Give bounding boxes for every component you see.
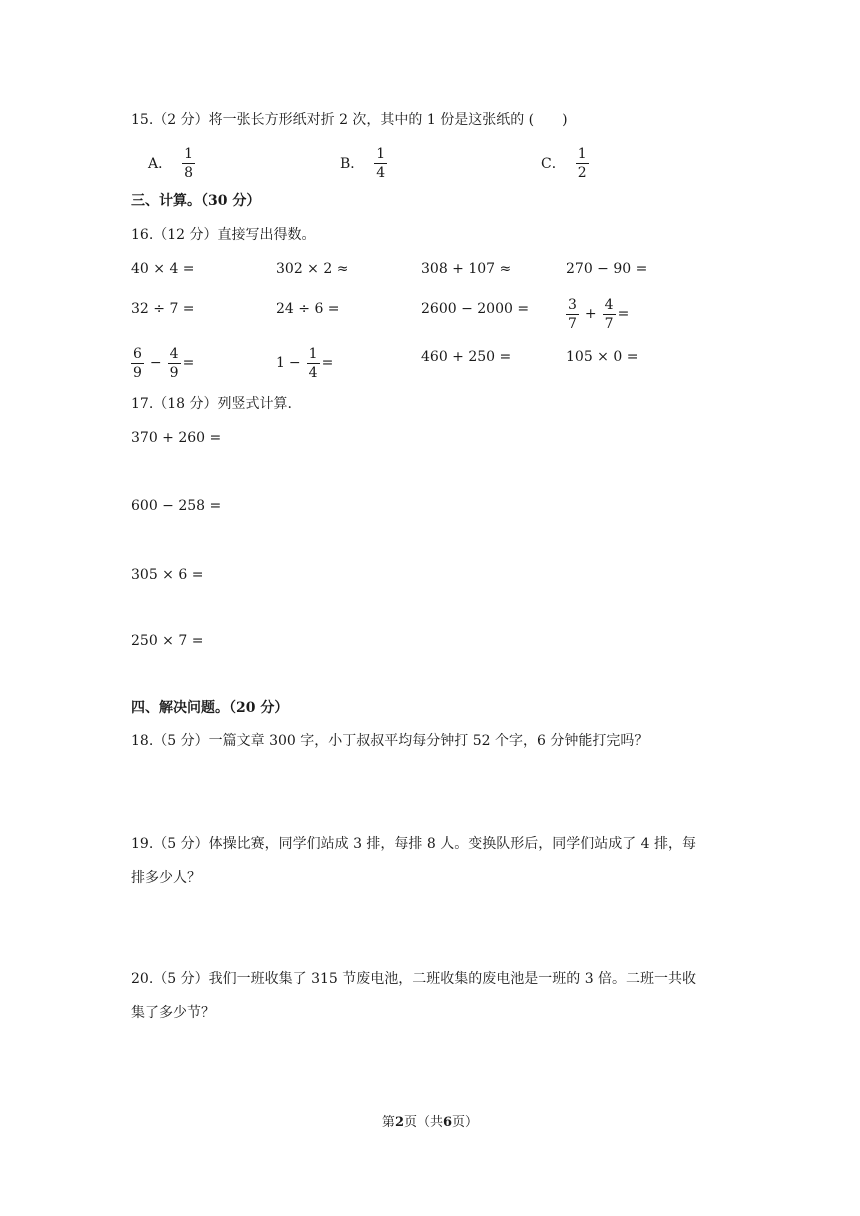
numerator: 1 [308,345,318,362]
q20-text-line2: 集了多少节？ [131,1005,215,1021]
page-number: 2 [394,1115,404,1130]
numerator: 1 [184,145,194,162]
vertical-calc-item: 250 × 7 = [131,633,204,649]
equals-sign: = [617,306,630,322]
numerator: 1 [376,145,386,162]
q18-text: 18.（5 分）一篇文章 300 字，小丁叔叔平均每分钟打 52 个字，6 分钟能打完吗？ [131,733,649,749]
denominator: 2 [577,164,587,181]
option-fraction [182,147,195,180]
denominator: 4 [308,364,318,381]
operator: + [584,306,597,322]
numerator: 1 [577,145,587,162]
equals-sign: = [321,355,334,371]
calc-item: 24 ÷ 6 = [276,301,340,317]
q20-text-line1: 20.（5 分）我们一班收集了 315 节废电池，二班收集的废电池是一班的 3 倍。二班一共收 [131,971,697,987]
numerator: 3 [568,296,577,313]
q16-text: 16.（12 分）直接写出得数。 [131,227,316,243]
footer-middle: 页（共 [403,1115,443,1130]
calc-item: 32 ÷ 7 = [131,301,195,317]
q15-option-a [148,145,197,181]
denominator: 7 [568,315,577,332]
footer-prefix: 第 [381,1115,395,1130]
vertical-calc-item: 305 × 6 = [131,567,204,583]
option-label: A． [148,156,173,172]
denominator: 4 [376,164,386,181]
calc-item: 105 × 0 = [566,349,639,365]
section-4-heading: 四、解决问题。（20 分） [131,700,289,716]
operator: − [149,355,162,371]
denominator: 7 [604,315,614,332]
vertical-calc-item: 600 − 258 = [131,498,222,514]
footer-suffix: 页） [452,1115,479,1130]
numerator: 4 [604,296,614,313]
equals-sign: = [182,355,195,371]
denominator: 9 [169,364,179,381]
q19-text-line2: 排多少人？ [131,870,201,886]
q15-text: 15.（2 分）将一张长方形纸对折 2 次，其中的 1 份是这张纸的 ( ) [131,112,568,128]
fraction [603,298,616,331]
calc-whole-minus-fraction [276,343,333,383]
q15-option-b [340,145,389,181]
section-3-heading: 三、计算。（30 分） [131,193,261,209]
operator: − [288,355,301,371]
calc-item: 270 − 90 = [566,261,648,277]
whole-number: 1 [276,355,285,371]
denominator: 9 [133,364,142,381]
fraction [307,347,320,380]
calc-item: 308 + 107 ≈ [421,261,512,277]
q15-option-c [541,145,591,181]
calc-fraction-difference [129,343,194,383]
option-fraction [374,147,387,180]
fraction [131,347,144,380]
calc-fraction-sum [564,294,629,334]
calc-item: 40 × 4 = [131,261,195,277]
total-pages: 6 [443,1115,453,1130]
calc-item: 2600 − 2000 = [421,301,530,317]
option-fraction [576,147,589,180]
calc-item: 302 × 2 ≈ [276,261,349,277]
fraction [168,347,181,380]
fraction [566,298,579,331]
vertical-calc-item: 370 + 260 = [131,430,222,446]
calc-item: 460 + 250 = [421,349,512,365]
denominator: 8 [184,164,194,181]
option-label: C． [541,156,566,172]
q19-text-line1: 19.（5 分）体操比赛，同学们站成 3 排，每排 8 人。变换队形后，同学们站成了 4 排，每 [131,836,697,852]
numerator: 6 [133,345,142,362]
q17-text: 17.（18 分）列竖式计算. [131,396,292,412]
option-label: B． [340,156,365,172]
numerator: 4 [169,345,179,362]
page-footer [0,1111,860,1130]
